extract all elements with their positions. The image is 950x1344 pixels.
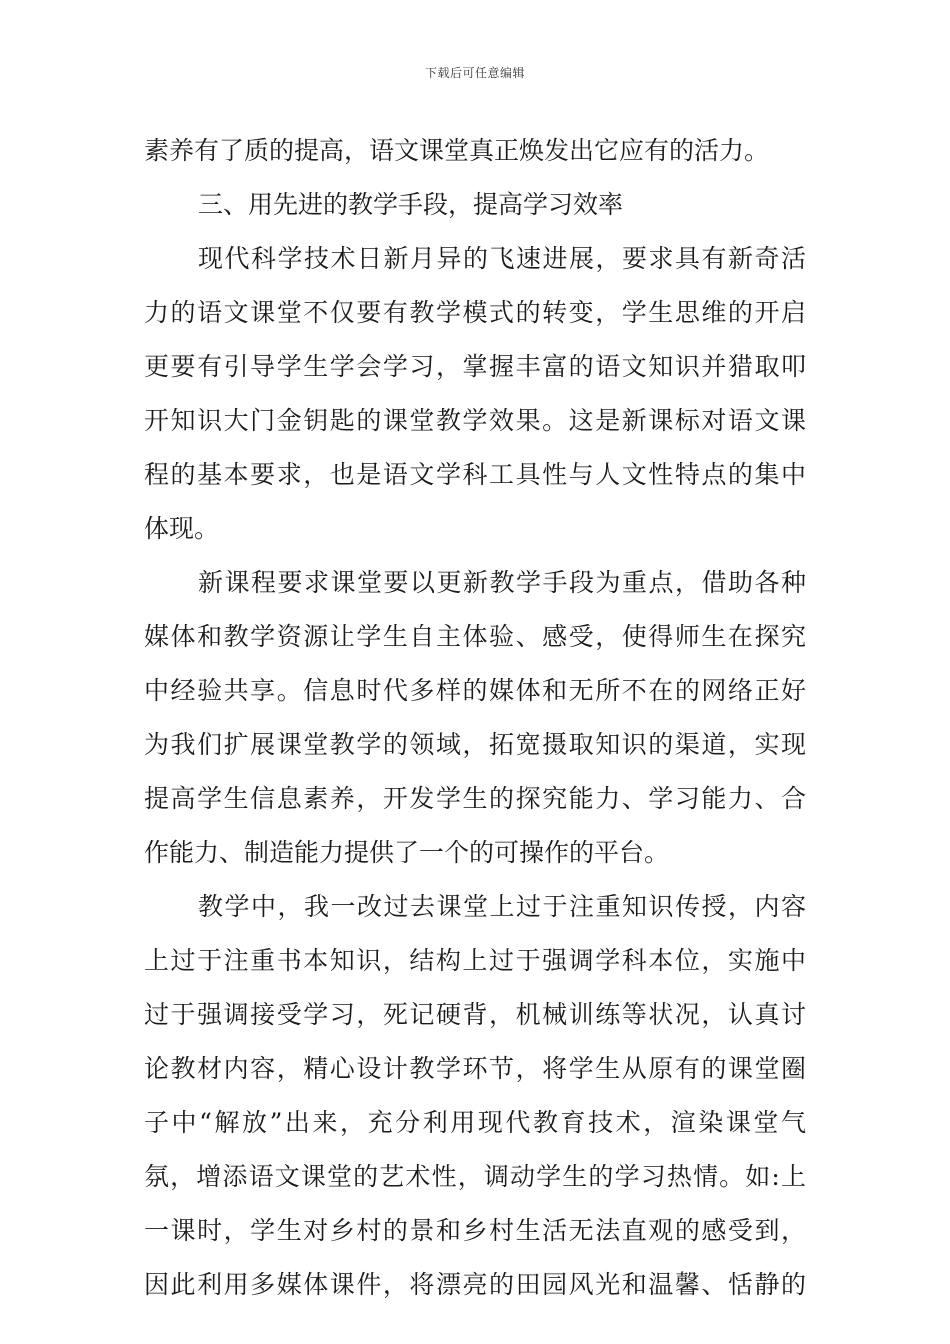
text-line: 因此利用多媒体课件，将漂亮的田园风光和温馨、恬静的 [144, 1270, 806, 1299]
text-line: 力的语文课堂不仅要有教学模式的转变，学生思维的开启 [144, 298, 806, 327]
page-header: 下载后可任意编辑 [424, 66, 525, 80]
text-line: 提高学生信息素养，开发学生的探究能力、学习能力、合 [144, 784, 806, 813]
text-line: 教学中，我一改过去课堂上过于注重知识传授，内容 [198, 892, 806, 921]
text-line: 一课时，学生对乡村的景和乡村生活无法直观的感受到， [144, 1216, 806, 1245]
text-line: 更要有引导学生学会学习，掌握丰富的语文知识并猎取叩 [144, 352, 806, 381]
text-line: 现代科学技术日新月异的飞速进展，要求具有新奇活 [198, 244, 806, 273]
text-line: 为我们扩展课堂教学的领域，拓宽摄取知识的渠道，实现 [144, 730, 806, 759]
text-line: 开知识大门金钥匙的课堂教学效果。这是新课标对语文课 [144, 406, 806, 435]
text-line: 程的基本要求，也是语文学科工具性与人文性特点的集中 [144, 460, 806, 489]
text-line: 体现。 [144, 514, 220, 543]
text-line: 子中“解放”出来，充分利用现代教育技术，渲染课堂气 [144, 1108, 806, 1137]
text-line: 媒体和教学资源让学生自主体验、感受，使得师生在探究 [144, 622, 806, 651]
text-line: 作能力、制造能力提供了一个的可操作的平台。 [144, 838, 670, 867]
text-line: 中经验共享。信息时代多样的媒体和无所不在的网络正好 [144, 676, 806, 705]
text-line: 氛，增添语文课堂的艺术性，调动学生的学习热情。如:上 [144, 1162, 806, 1191]
section-heading: 三、用先进的教学手段，提高学习效率 [198, 190, 624, 219]
text-line: 过于强调接受学习，死记硬背，机械训练等状况，认真讨 [144, 1000, 806, 1029]
text-line: 上过于注重书本知识，结构上过于强调学科本位，实施中 [144, 946, 806, 975]
text-line: 论教材内容，精心设计教学环节，将学生从原有的课堂圈 [144, 1054, 806, 1083]
document-body [144, 124, 806, 1312]
text-line: 新课程要求课堂要以更新教学手段为重点，借助各种 [198, 568, 806, 597]
text-line: 素养有了质的提高，语文课堂真正焕发出它应有的活力。 [144, 136, 770, 165]
